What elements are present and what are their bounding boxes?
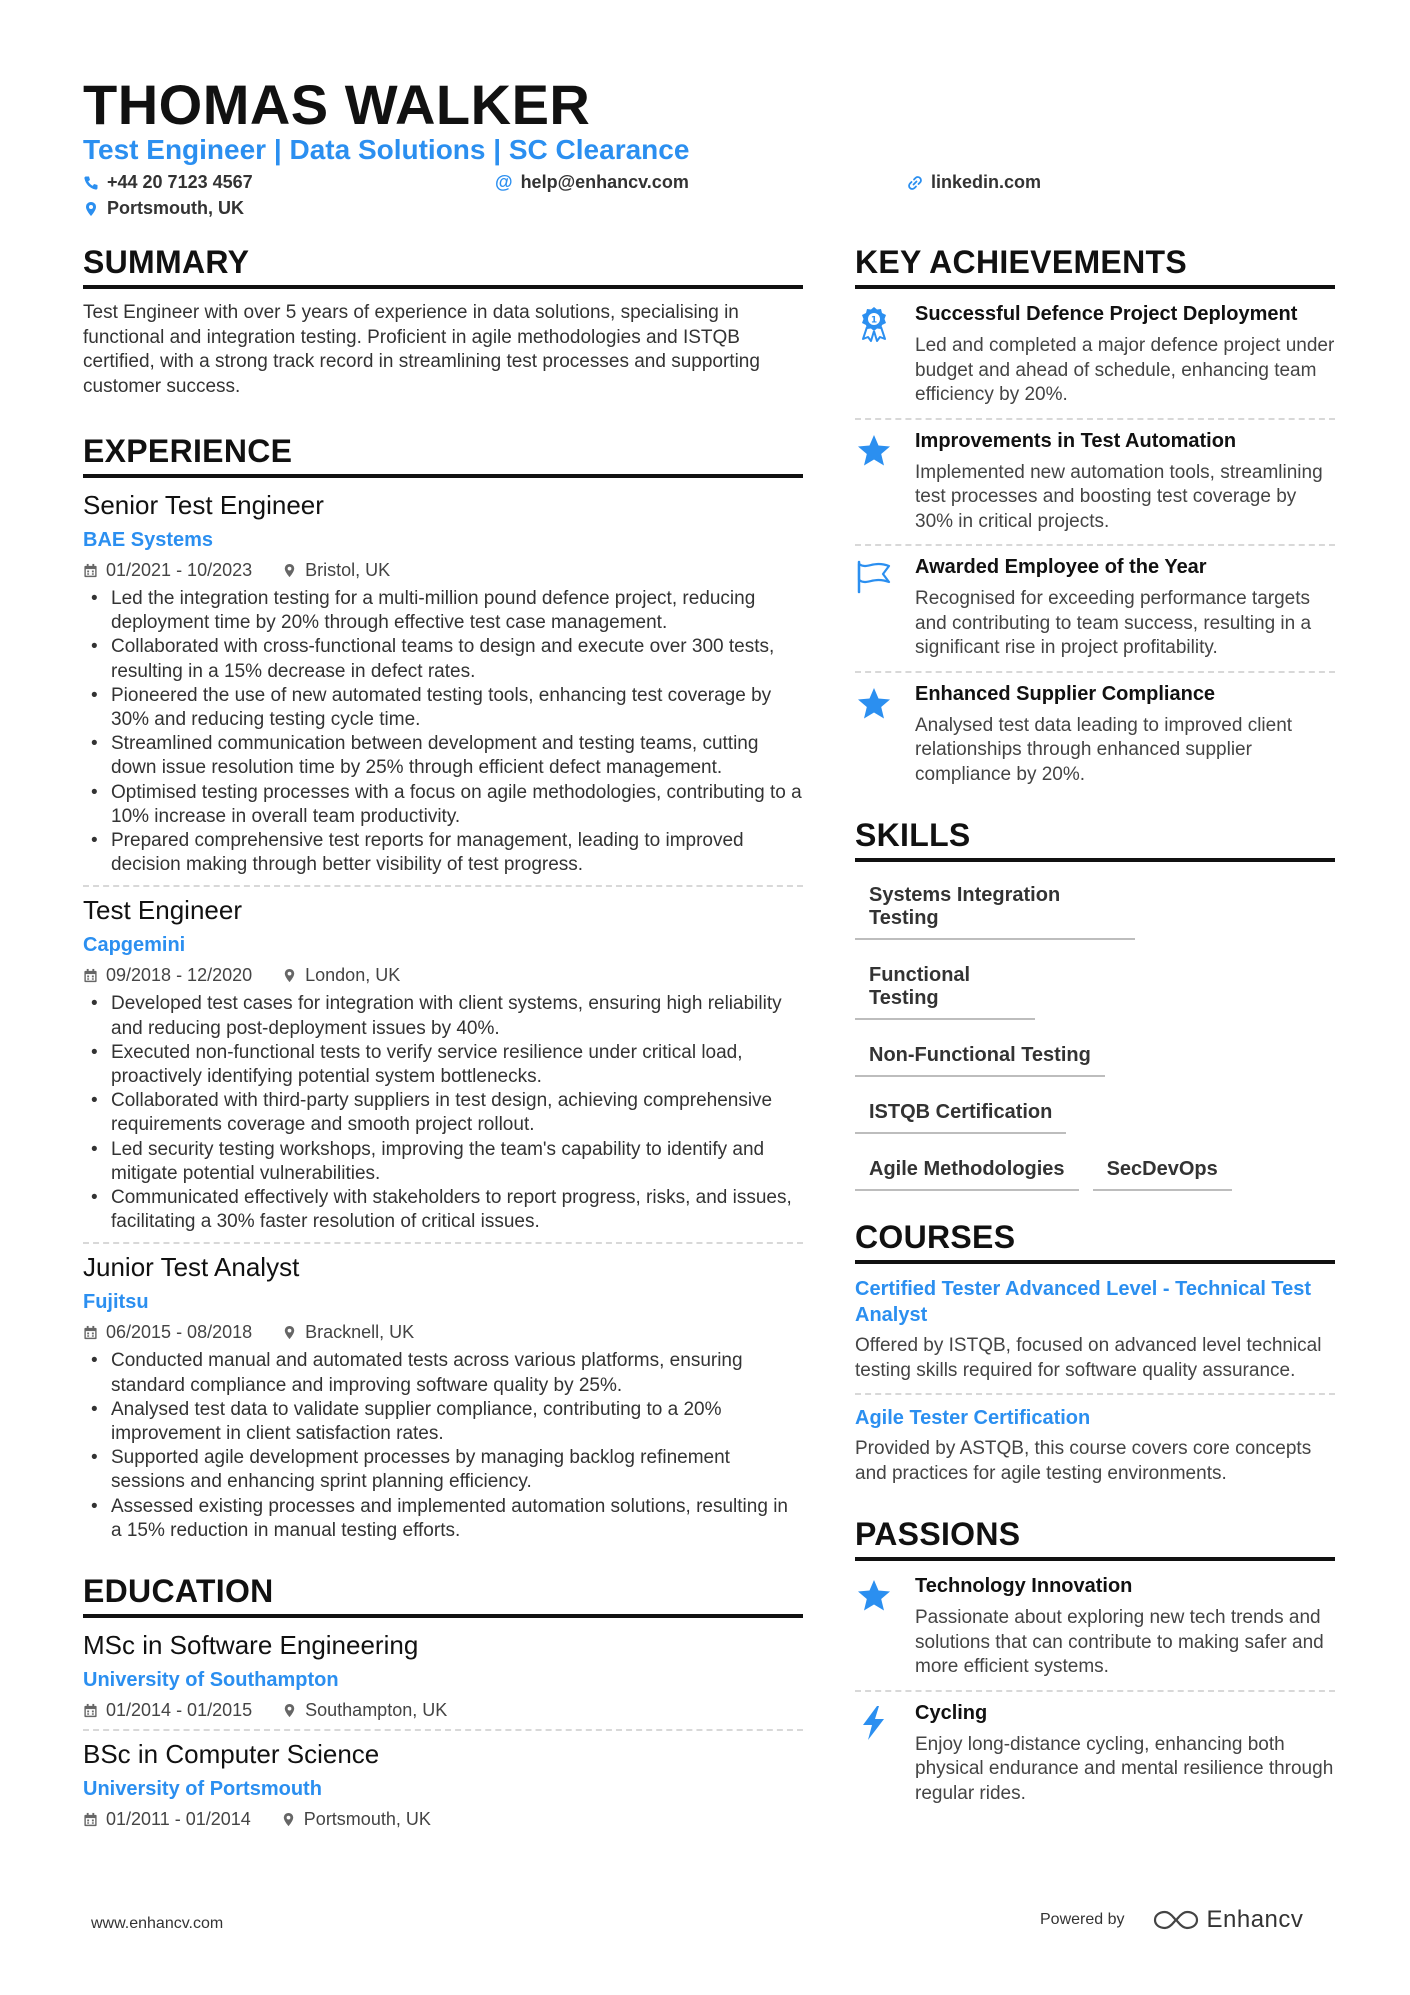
achievement-item: [855, 301, 1335, 418]
job-bullets: [83, 587, 803, 877]
calendar-icon: [83, 1812, 98, 1827]
candidate-name: THOMAS WALKER: [83, 73, 591, 136]
contact-email[interactable]: [495, 172, 689, 193]
star-icon: [855, 1577, 893, 1615]
edu-location: Portsmouth, UK: [303, 1809, 431, 1830]
edu-school: University of Portsmouth: [83, 1778, 322, 1801]
achievement-item: [855, 420, 1335, 545]
footer-website[interactable]: www.enhancv.com: [91, 1915, 224, 1932]
job-location: Bristol, UK: [305, 560, 391, 580]
summary-heading: SUMMARY: [83, 244, 803, 289]
location-text: Portsmouth, UK: [107, 198, 244, 218]
skill-tag: ISTQB Certification: [855, 1091, 1066, 1134]
job-role: Senior Test Engineer: [83, 490, 324, 520]
calendar-icon: [83, 968, 98, 983]
job-bullet: • Prepared comprehensive test reports for management, leading to improved decision making through better visibility of test progress.: [83, 829, 803, 877]
achievement-desc: Led and completed a major defence project under budget and ahead of schedule, enhancing team efficiency by 20%.: [915, 335, 1335, 405]
linkedin-text[interactable]: linkedin.com: [931, 172, 1042, 192]
passion-desc: Enjoy long-distance cycling, enhancing both physical endurance and mental resilience through regular rides.: [915, 1733, 1334, 1804]
phone-icon: [83, 175, 99, 191]
job-meta: [83, 1322, 803, 1343]
email-text[interactable]: help@enhancv.com: [520, 172, 689, 192]
job-bullet: • Collaborated with third-party suppliers in test design, achieving comprehensive requirements coverage and smooth project rollout.: [83, 1089, 803, 1137]
education-entry: [83, 1739, 803, 1830]
edu-school: University of Southampton: [83, 1669, 339, 1692]
award-ribbon-icon: [855, 305, 893, 343]
divider: [83, 885, 803, 887]
skill-tag: SecDevOps: [1093, 1148, 1232, 1191]
contact-location: [83, 198, 244, 219]
achievement-title: Improvements in Test Automation: [915, 429, 1237, 452]
edu-meta: [83, 1700, 803, 1721]
divider: [855, 1393, 1335, 1395]
course-item: [855, 1276, 1335, 1395]
course-title: Certified Tester Advanced Level - Technical Test Analyst: [855, 1278, 1312, 1326]
achievement-title: Successful Defence Project Deployment: [915, 303, 1298, 325]
achievement-desc: Implemented new automation tools, streamlining test processes and boosting test coverage by 30% in critical projects.: [915, 461, 1323, 532]
headline: Test Engineer | Data Solutions | SC Clearance: [83, 134, 690, 165]
job-bullet: • Led the integration testing for a multi-million pound defence project, reducing deployment time by 20% through effective test case management.: [83, 587, 803, 635]
job-meta: [83, 560, 803, 581]
flag-icon: [855, 558, 893, 596]
job-bullet: • Collaborated with cross-functional teams to design and execute over 300 tests, resulting in a 15% decrease in defect rates.: [83, 635, 803, 683]
calendar-icon: [83, 1703, 98, 1718]
passion-title: Cycling: [915, 1701, 988, 1724]
divider: [83, 1729, 803, 1731]
job-role: Test Engineer: [83, 895, 242, 926]
job-company: Capgemini: [83, 934, 186, 957]
achievement-desc: Recognised for exceeding performance targets and contributing to team success, resulting in a significant rise in project profitability.: [915, 588, 1312, 658]
job-bullet: • Pioneered the use of new automated testing tools, enhancing test coverage by 30% and reducing testing cycle time.: [83, 684, 803, 732]
experience-heading: EXPERIENCE: [83, 433, 803, 478]
skill-tag: Systems Integration Testing: [855, 874, 1135, 940]
course-desc: Provided by ASTQB, this course covers core concepts and practices for agile testing environments.: [855, 1438, 1312, 1484]
skills-list: [855, 874, 1335, 1205]
job-bullet: • Developed test cases for integration with client systems, ensuring high reliability and reducing post-deployment issues by 40%.: [83, 992, 803, 1040]
job-company: BAE Systems: [83, 529, 214, 551]
enhancv-logo-icon: [1153, 1908, 1199, 1932]
achievement-title: Awarded Employee of the Year: [915, 556, 1207, 578]
star-icon: [855, 685, 893, 723]
skill-tag: Functional Testing: [855, 954, 1035, 1020]
job-dates: 09/2018 - 12/2020: [106, 965, 253, 986]
summary-text: Test Engineer with over 5 years of experience in data solutions, specialising in functional and integration testing. Proficient in agile methodologies and ISTQB certified, with a strong track record in streamlining test processes and supporting customer success.: [83, 302, 760, 397]
job-company: Fujitsu: [83, 1291, 149, 1314]
brand-logo[interactable]: [1153, 1906, 1304, 1934]
achievement-title: Enhanced Supplier Compliance: [915, 682, 1216, 705]
job-dates: 01/2021 - 10/2023: [106, 560, 253, 580]
passion-title: Technology Innovation: [915, 1575, 1133, 1597]
location-pin-icon: [282, 968, 297, 983]
divider: [83, 1242, 803, 1244]
location-pin-icon: [83, 201, 99, 217]
skill-tag: Agile Methodologies: [855, 1148, 1079, 1191]
brand-name: Enhancv: [1206, 1906, 1304, 1933]
left-column: [83, 244, 803, 1830]
job-bullet: • Analysed test data to validate supplier compliance, contributing to a 20% improvement in client satisfaction rates.: [83, 1398, 803, 1446]
location-pin-icon: [282, 563, 297, 578]
job-bullet: • Conducted manual and automated tests across various platforms, ensuring standard compliance and improving software quality by 25%.: [83, 1349, 803, 1397]
link-icon: [907, 175, 923, 191]
job-bullet: • Optimised testing processes with a focus on agile methodologies, contributing to a 10% increase in overall team productivity.: [83, 781, 803, 829]
achievements-heading: KEY ACHIEVEMENTS: [855, 244, 1335, 289]
contact-linkedin[interactable]: [907, 172, 1041, 193]
course-title: Agile Tester Certification: [855, 1407, 1091, 1429]
footer-branding: [1040, 1906, 1303, 1934]
job-meta: [83, 965, 803, 986]
experience-entry: [83, 895, 803, 1244]
job-bullets: [83, 1349, 803, 1543]
location-pin-icon: [282, 1325, 297, 1340]
right-column: [855, 244, 1335, 1816]
powered-by-label: Powered by: [1040, 1911, 1125, 1928]
job-role: Junior Test Analyst: [83, 1252, 300, 1283]
at-icon: @: [495, 172, 513, 192]
phone-text: +44 20 7123 4567: [107, 172, 253, 192]
experience-entry: [83, 1252, 803, 1543]
job-bullet: • Communicated effectively with stakeholders to report progress, risks, and issues, facilitating a 30% faster resolution of critical issues.: [83, 1186, 803, 1234]
calendar-icon: [83, 563, 98, 578]
edu-degree: BSc in Computer Science: [83, 1739, 380, 1770]
passion-item: [855, 1573, 1335, 1690]
achievement-item: [855, 546, 1335, 671]
edu-location: Southampton, UK: [305, 1700, 448, 1721]
star-icon: [855, 432, 893, 470]
job-bullet: • Assessed existing processes and implemented automation solutions, resulting in a 15% reduction in manual testing efforts.: [83, 1495, 803, 1543]
course-item: [855, 1405, 1335, 1486]
achievement-item: [855, 673, 1335, 798]
svg-text:1: 1: [870, 315, 878, 326]
job-dates: 06/2015 - 08/2018: [106, 1322, 253, 1343]
edu-dates: 01/2011 - 01/2014: [106, 1809, 251, 1830]
job-bullet: • Executed non-functional tests to verify service resilience under critical load, proactively identifying potential system bottlenecks.: [83, 1041, 803, 1089]
courses-heading: COURSES: [855, 1219, 1335, 1264]
calendar-icon: [83, 1325, 98, 1340]
contact-phone: [83, 172, 253, 193]
location-pin-icon: [281, 1812, 296, 1827]
edu-meta: [83, 1809, 803, 1830]
edu-degree: MSc in Software Engineering: [83, 1630, 419, 1661]
skills-heading: SKILLS: [855, 817, 1335, 862]
job-location: London, UK: [305, 965, 401, 986]
job-bullet: • Supported agile development processes by managing backlog refinement sessions and enhancing sprint planning efficiency.: [83, 1446, 803, 1494]
education-heading: EDUCATION: [83, 1573, 803, 1618]
experience-entry: [83, 490, 803, 887]
passion-desc: Passionate about exploring new tech trends and solutions that can contribute to making safer and more efficient systems.: [915, 1607, 1324, 1677]
skill-tag: Non-Functional Testing: [855, 1034, 1105, 1077]
passion-item: [855, 1692, 1335, 1817]
course-desc: Offered by ISTQB, focused on advanced level technical testing skills required for software quality assurance.: [855, 1335, 1322, 1381]
location-pin-icon: [282, 1703, 297, 1718]
job-bullets: [83, 992, 803, 1234]
edu-dates: 01/2014 - 01/2015: [106, 1700, 253, 1721]
job-bullet: • Led security testing workshops, improving the team's capability to identify and mitigate potential vulnerabilities.: [83, 1138, 803, 1186]
achievement-desc: Analysed test data leading to improved client relationships through enhanced supplier compliance by 20%.: [915, 714, 1293, 785]
job-bullet: • Streamlined communication between development and testing teams, cutting down issue resolution time by 25% through efficient defect management.: [83, 732, 803, 780]
lightning-icon: [855, 1704, 893, 1742]
job-location: Bracknell, UK: [305, 1322, 415, 1343]
passions-heading: PASSIONS: [855, 1516, 1335, 1561]
education-entry: [83, 1630, 803, 1731]
